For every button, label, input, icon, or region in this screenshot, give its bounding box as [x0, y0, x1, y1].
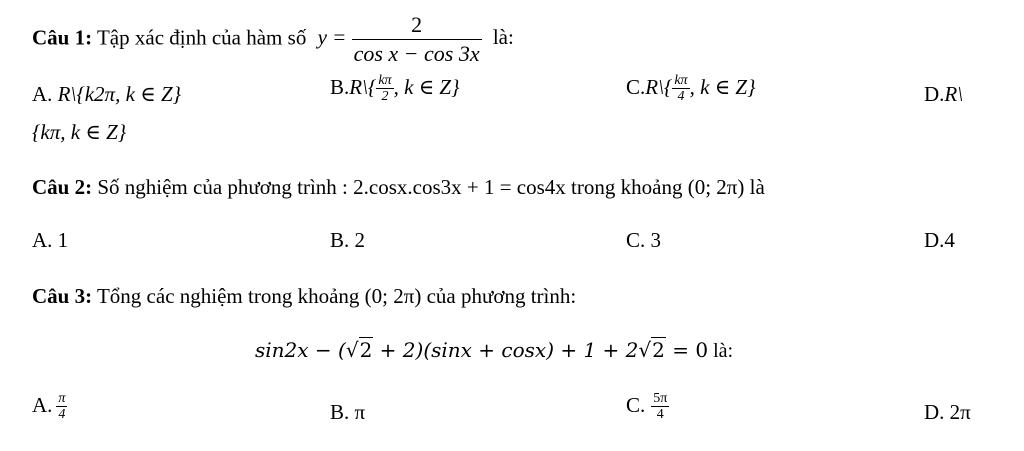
question-1-fraction [352, 14, 482, 65]
q2-option-d: D.4 [924, 228, 955, 252]
option-text-pre: R\{ [645, 74, 673, 99]
option-fraction [376, 74, 393, 104]
q1-option-a [32, 82, 181, 107]
sqrt-radicand [359, 338, 374, 362]
q1-option-b [330, 74, 460, 104]
sqrt-symbol: √ [345, 338, 359, 362]
equation-part: = 0 [665, 338, 709, 362]
fraction-numerator: 2 [411, 12, 423, 37]
question-2-label: Câu 2: [32, 175, 93, 199]
fraction-numerator: kπ [674, 73, 688, 88]
option-fraction [651, 392, 669, 422]
option-label: C. [626, 392, 646, 417]
option-fraction [672, 74, 689, 104]
question-3-stem [32, 284, 576, 309]
q2-option-b: B. 2 [330, 228, 366, 252]
question-3-equation [255, 338, 733, 363]
option-label: D. [924, 82, 945, 106]
fraction-numerator: 5π [653, 391, 668, 406]
option-fraction [56, 392, 67, 422]
q1-option-c [626, 74, 756, 104]
option-text: R\ [944, 82, 964, 106]
option-label: C. [626, 74, 646, 99]
q2-option-c: C. 3 [626, 228, 662, 252]
q1-option-d [924, 82, 963, 107]
option-label: B. [330, 74, 350, 99]
question-1-text: Tập xác định của hàm số [96, 25, 307, 50]
sqrt-symbol: √ [638, 338, 652, 362]
q2-option-a: A. 1 [32, 228, 69, 252]
option-label: A. [32, 392, 53, 417]
fraction-denominator: 4 [56, 406, 67, 422]
fraction-numerator: π [58, 391, 66, 406]
option-text-post: , k ∈ Z} [393, 74, 460, 99]
option-label: A. [32, 82, 53, 106]
question-1-stem [32, 14, 514, 65]
option-text-post: , k ∈ Z} [689, 74, 756, 99]
radicand-value: 2 [359, 338, 373, 362]
equation-part: + 2)(sinx + cosx) + 1 + 2 [373, 338, 639, 362]
question-1-label: Câu 1: [32, 25, 93, 50]
equation-suffix: là: [708, 340, 734, 362]
question-3-label: Câu 3: [32, 284, 93, 308]
option-text-pre: R\{ [349, 74, 377, 99]
q3-option-a [32, 392, 67, 422]
q3-option-d: D. 2π [924, 400, 971, 424]
question-3-text: Tổng các nghiệm trong khoảng (0; 2π) của phương trình: [96, 284, 577, 308]
q3-option-c [626, 392, 669, 422]
q1-option-d-continuation: {kπ, k ∈ Z} [32, 120, 127, 144]
fraction-denominator: 4 [651, 406, 669, 422]
question-1-y-eq: y = [317, 25, 347, 50]
fraction-denominator: 4 [672, 88, 689, 104]
fraction-denominator: 2 [376, 88, 393, 104]
q3-option-b: B. π [330, 400, 366, 424]
option-text: R\{k2π, k ∈ Z} [57, 82, 182, 106]
radicand-value: 2 [652, 338, 665, 362]
question-2-text: Số nghiệm của phương trình : 2.cosx.cos3x + 1 = cos4x trong khoảng (0; 2π) là [97, 175, 765, 199]
question-1-suffix: là: [492, 25, 514, 50]
question-2-stem [32, 175, 765, 200]
fraction-numerator: kπ [378, 73, 392, 88]
fraction-denominator: cos x − cos 3x [353, 41, 480, 66]
equation-part: sin2x − ( [255, 338, 346, 362]
sqrt-radicand [651, 338, 666, 362]
